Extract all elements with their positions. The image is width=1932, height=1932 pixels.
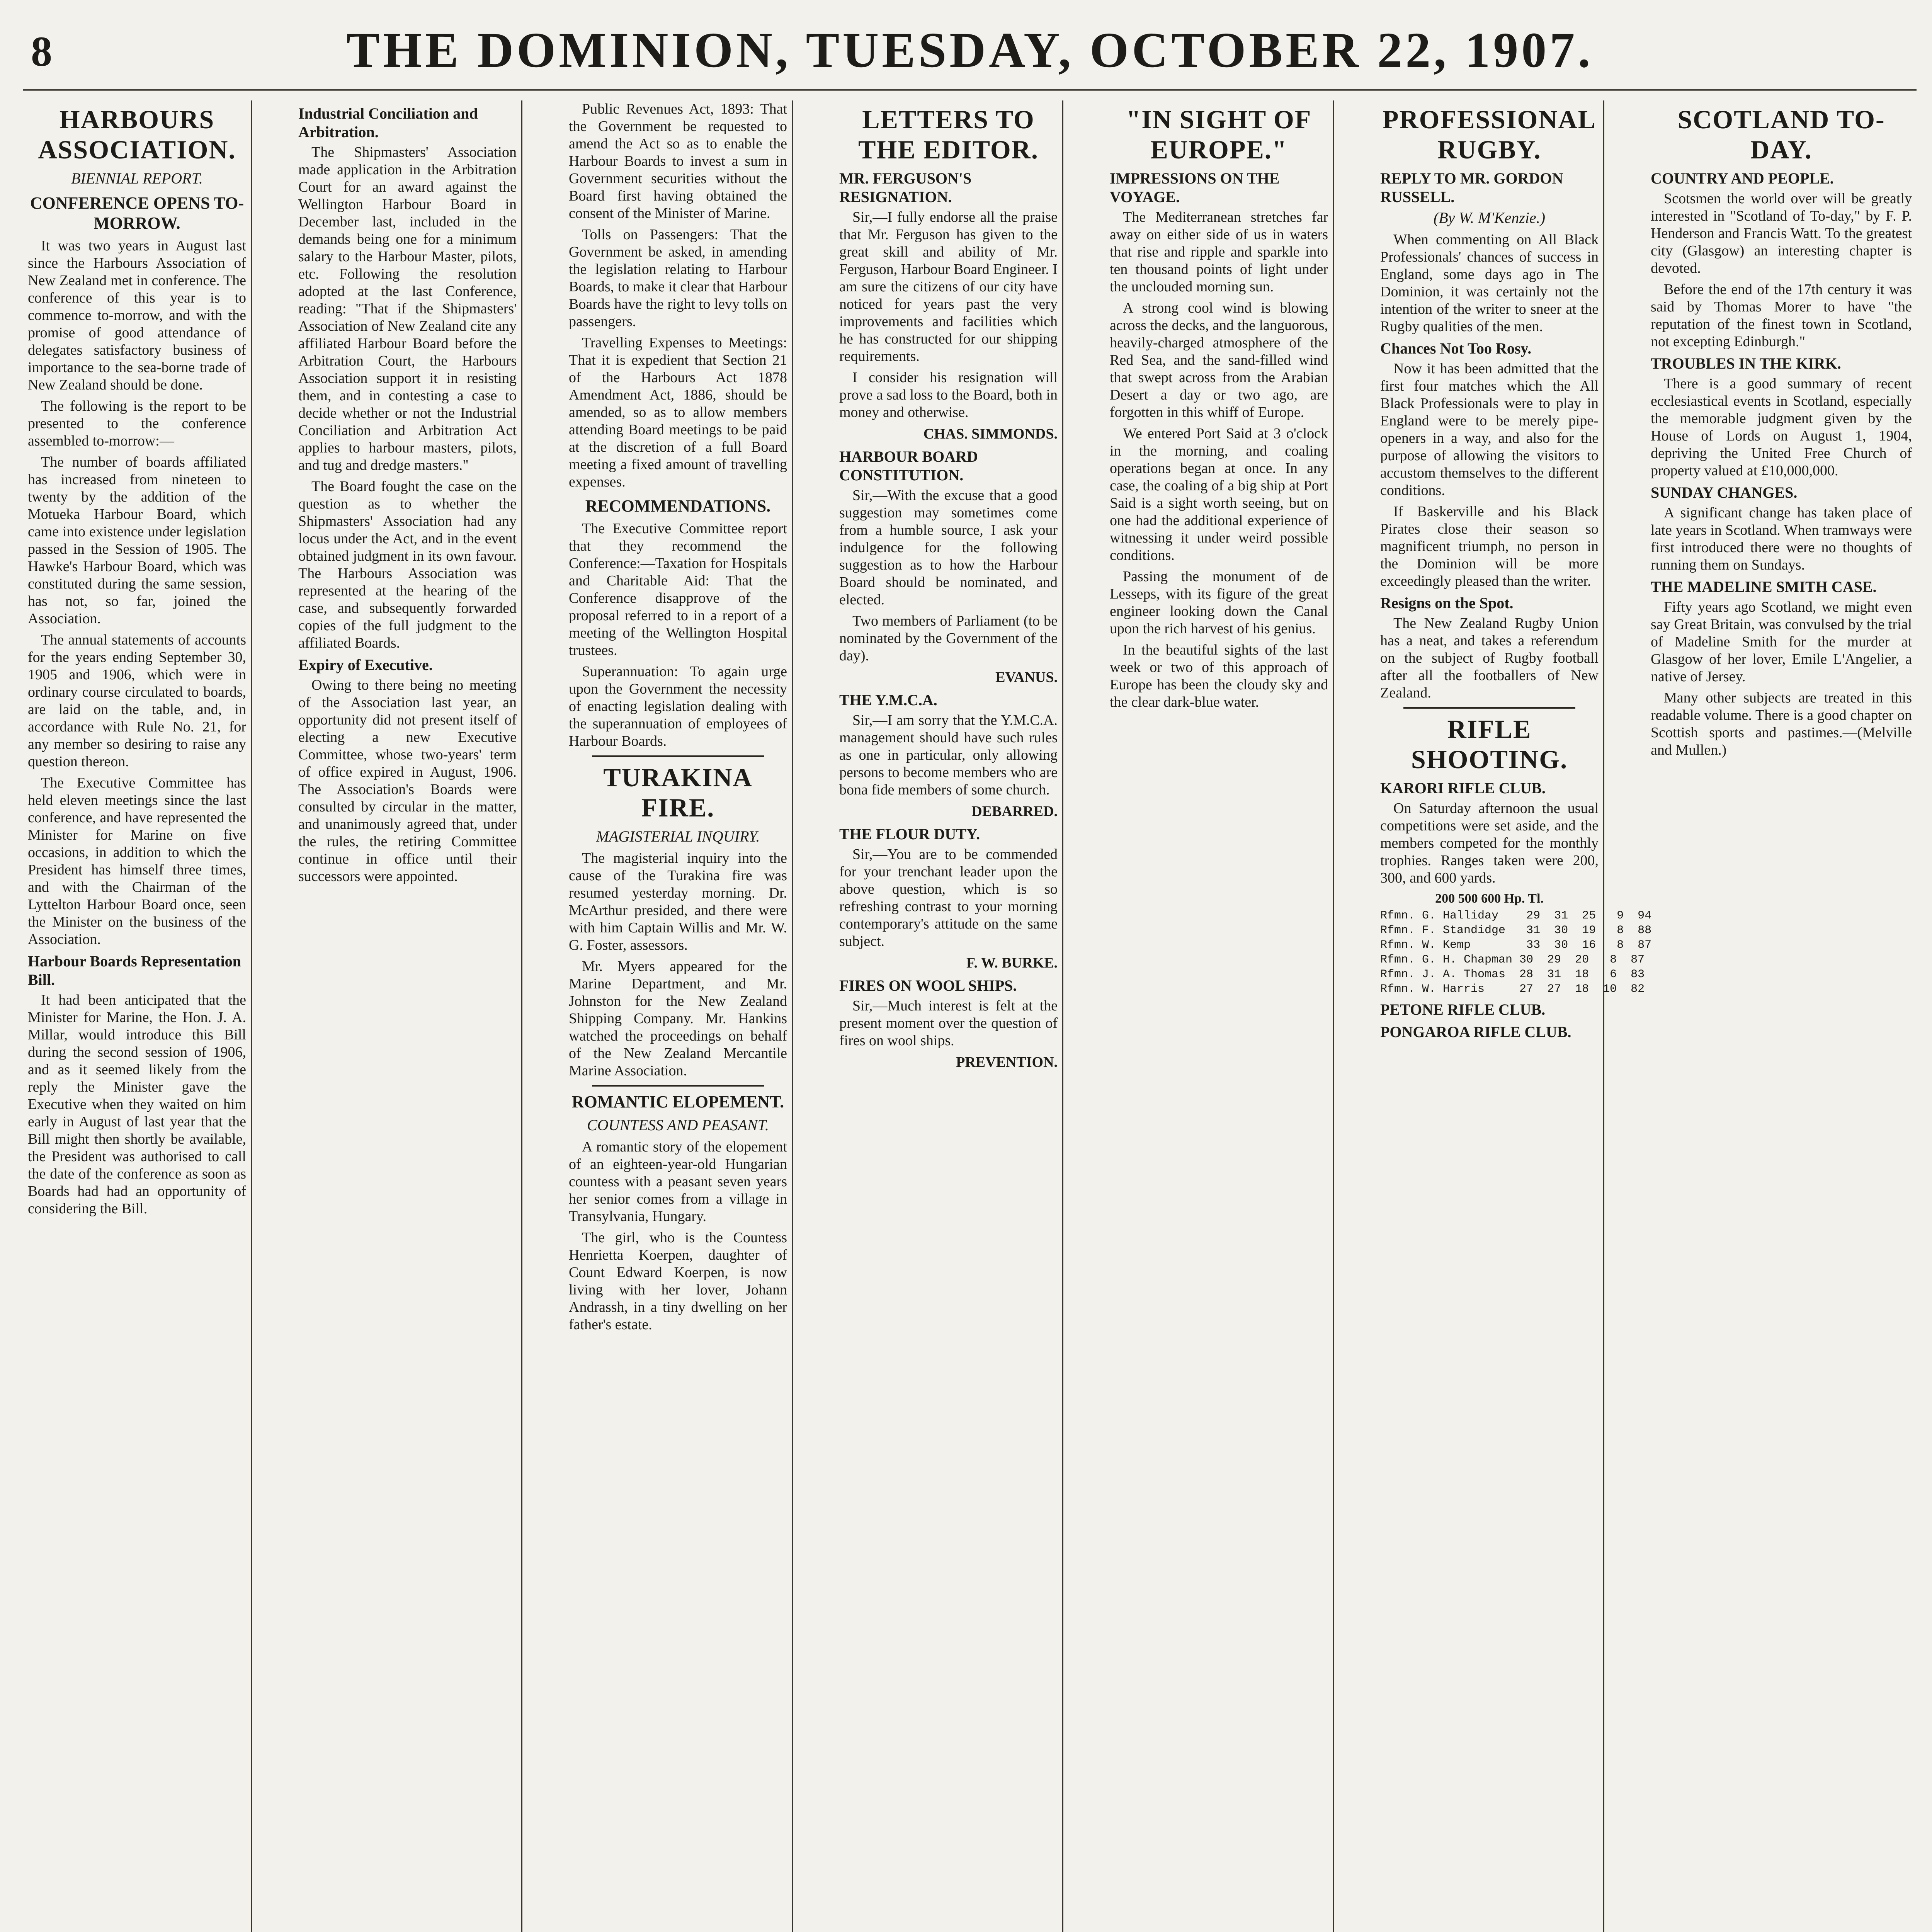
paragraph: Sir,—With the excuse that a good suggestion may sometimes come from a humble source, I ask your indulgence for the following suggestion as to how the Harbour Board should be nominated, and elected.	[839, 487, 1058, 608]
paragraph: We entered Port Said at 3 o'clock in the morning, and coaling operations began at once. In any case, the coaling of a big ship at Port Said is a sight worth seeing, but on one had the additional experience of witnessing it under weird possible conditions.	[1110, 425, 1328, 563]
subheading: KARORI RIFLE CLUB.	[1380, 779, 1546, 797]
article-title: RIFLE SHOOTING.	[1411, 714, 1568, 774]
subheading: FIRES ON WOOL SHIPS.	[839, 977, 1017, 994]
column-6	[1376, 100, 1652, 1932]
paragraph: Tolls on Passengers: That the Government be asked, in amending the legislation relating to Harbour Boards, to make it clear that Harbour Boards have the right to levy tolls on passengers.	[569, 226, 787, 330]
score-row: Rfmn. J. A. Thomas 28 31 18 6 83	[1380, 968, 1645, 981]
paragraph: Superannuation: To again urge upon the Government the necessity of enacting legislation dealing with the superannuation of employees of Harbour Boards.	[569, 663, 787, 749]
column-5	[1105, 100, 1334, 1932]
article-title: PROFESSIONAL RUGBY.	[1383, 105, 1596, 164]
subheading: MR. FERGUSON'S RESIGNATION.	[839, 170, 972, 206]
page-number: 8	[31, 28, 52, 75]
paragraph: A strong cool wind is blowing across the decks, and the languorous, heavily-charged atmosphere of the Red Sea, and the sand-filled wind that swept across from the Arabian Desert a day or two ago, are forgotten in this whiff of Europe.	[1110, 300, 1328, 420]
paragraph: Now it has been admitted that the first four matches which the All Black Professionals were to play in England were to be merely pipe-openers in a way, and also for the purpose of allowing the visitors to accustom themselves to the different conditions.	[1380, 361, 1599, 498]
divider	[592, 755, 764, 757]
score-row: Rfmn. W. Harris 27 27 18 10 82	[1380, 983, 1645, 996]
subheading: Harbour Boards Representation Bill.	[28, 952, 241, 988]
paragraph: When commenting on All Black Professionals' chances of success in England, some days ago in The Dominion, it was certainly not the intention of the writer to sneer at the Rugby qualities of the men.	[1380, 231, 1599, 335]
subheading: HARBOUR BOARD CONSTITUTION.	[839, 448, 978, 484]
paragraph: Scotsmen the world over will be greatly interested in "Scotland of To-day," by F. P. Henderson and Francis Watt. To the greatest city (Glasgow) an interesting chapter is devoted.	[1651, 190, 1912, 276]
paragraph: On Saturday afternoon the usual competitions were set aside, and the members competed for the monthly trophies. Ranges taken were 200, 300, and 600 yards.	[1380, 800, 1599, 886]
paragraph: Two members of Parliament (to be nominated by the Government of the day).	[839, 613, 1058, 664]
paragraph: Mr. Myers appeared for the Marine Department, and Mr. Johnston for the New Zealand Shipping Company. Mr. Hankins watched the proceedings on behalf of the New Zealand Mercantile Marine Association.	[569, 958, 787, 1079]
subheading: IMPRESSIONS ON THE VOYAGE.	[1110, 170, 1280, 206]
paragraph: A significant change has taken place of late years in Scotland. When tramways were first introduced there were no thoughts of running them on Sundays.	[1651, 505, 1912, 573]
article-title: ROMANTIC ELOPEMENT.	[571, 1092, 784, 1111]
paragraph: The girl, who is the Countess Henrietta Koerpen, daughter of Count Edward Koerpen, is now living with her lover, Johann Andrassh, in a tiny dwelling on her father's estate.	[569, 1230, 787, 1333]
subheading: THE MADELINE SMITH CASE.	[1651, 578, 1877, 595]
masthead-title: THE DOMINION, TUESDAY, OCTOBER 22, 1907.	[346, 22, 1594, 78]
article-title: TURAKINA FIRE.	[603, 763, 753, 822]
subheading: Expiry of Executive.	[298, 656, 433, 673]
section-heading: RECOMMENDATIONS.	[585, 497, 771, 515]
paragraph: Public Revenues Act, 1893: That the Government be requested to amend the Act so as to enable the Harbour Boards to invest a sum in Government securities without the Board first having obtained the consent of the Minister of Marine.	[569, 101, 787, 221]
score-row: Rfmn. G. Halliday 29 31 25 9 94	[1380, 909, 1652, 922]
paragraph: Sir,—Much interest is felt at the present moment over the question of fires on wool ships.	[839, 998, 1058, 1049]
signature: DEBARRED.	[971, 803, 1058, 820]
score-row: Rfmn. F. Standidge 31 30 19 8 88	[1380, 924, 1652, 937]
paragraph: The New Zealand Rugby Union has a neat, and takes a referendum on the subject of Rugby football after all the footballers of New Zealand.	[1380, 615, 1599, 701]
paragraph: Sir,—You are to be commended for your trenchant leader upon the above question, which is so refreshing contrast to your morning contemporary's attitude on the same subject.	[839, 846, 1058, 949]
paragraph: There is a good summary of recent ecclesiastical events in Scotland, especially the memorable judgment given by the House of Lords on August 1, 1904, depriving the United Free Church of property valued at £10,000,000.	[1651, 376, 1912, 479]
subheading: THE FLOUR DUTY.	[839, 825, 980, 843]
divider	[1403, 707, 1575, 709]
masthead	[23, 12, 1917, 91]
paragraph: Sir,—I fully endorse all the praise that Mr. Ferguson has given to the great skill and ability of Mr. Ferguson, Harbour Board Engineer. I am sure the citizens of our city have noticed for years past the very improvements and facilities which he has constructed for our shipping requirements.	[839, 209, 1058, 364]
subheading: PETONE RIFLE CLUB.	[1380, 1001, 1546, 1018]
signature: EVANUS.	[995, 669, 1058, 685]
subheading: TROUBLES IN THE KIRK.	[1651, 355, 1841, 372]
paragraph: If Baskerville and his Black Pirates close their season so magnificent triumph, no person in the Dominion will be more exceedingly pleased than the writer.	[1380, 503, 1599, 589]
signature: CHAS. SIMMONDS.	[923, 426, 1058, 442]
column-3	[564, 100, 793, 1932]
paragraph: The Board fought the case on the question as to whether the Shipmasters' Association had any locus under the Act, and in the event obtained judgment in its own favour. The Harbours Association was represented at the hearing of the case, and subsequently forwarded copies of the full judgment to the affiliated Boards.	[298, 478, 517, 651]
subheading: THE Y.M.C.A.	[839, 691, 937, 709]
score-row: Rfmn. W. Kemp 33 30 16 8 87	[1380, 939, 1652, 952]
column-2	[294, 100, 522, 1932]
subheading: REPLY TO MR. GORDON RUSSELL.	[1380, 170, 1563, 206]
subheading: Industrial Conciliation and Arbitration.	[298, 105, 478, 141]
article-title: HARBOURS ASSOCIATION.	[38, 105, 236, 164]
article-title: "IN SIGHT OF EUROPE."	[1126, 105, 1312, 164]
paragraph: The Mediterranean stretches far away on either side of us in waters that rise and ripple and sparkle into ten thousand points of light under the unclouded morning sun.	[1110, 209, 1328, 295]
paragraph: It was two years in August last since the Harbours Association of New Zealand met in conference. The conference of this year is to commence to-morrow, and with the promise of good attendance of delegates satisfactory business of importance to the sea-borne trade of New Zealand should be done.	[28, 238, 246, 393]
subheading: COUNTRY AND PEOPLE.	[1651, 170, 1834, 187]
paragraph: Many other subjects are treated in this readable volume. There is a good chapter on Scottish sports and pastimes.—(Melville and Mullen.)	[1651, 690, 1912, 758]
paragraph: Travelling Expenses to Meetings: That it is expedient that Section 21 of the Harbours Act 1878 Amendment Act, 1886, should be amended, so as to allow members attending Board meetings to be paid at the discretion of a full Board meeting a fixed amount of travelling expenses.	[569, 335, 787, 490]
paragraph: Sir,—I am sorry that the Y.M.C.A. management should have such rules as one in particular, only allowing persons to become members who are bona fide members of some church.	[839, 712, 1058, 798]
column-4	[835, 100, 1063, 1932]
subheading: PONGAROA RIFLE CLUB.	[1380, 1023, 1571, 1041]
paragraph: The number of boards affiliated has increased from nineteen to twenty by the addition of the Motueka Harbour Board, which came into existence under legislation passed in the Session of 1905. The Hawke's Harbour Board, which was constituted during the same session, has not, so far, joined the Association.	[28, 454, 246, 627]
paragraph: Owing to there being no meeting of the Association last year, an opportunity did not present itself of electing a new Executive Committee, whose two-years' term of office expired in August, 1906. The Association's Boards were consulted by circular in the matter, and unanimously agreed that, under the rules, the retiring Committee continue in office until their successors were appointed.	[298, 677, 517, 884]
subheading: Resigns on the Spot.	[1380, 594, 1514, 612]
signature: PREVENTION.	[956, 1054, 1058, 1070]
columns	[23, 100, 1917, 1932]
paragraph: The annual statements of accounts for the years ending September 30, 1905 and 1906, which were in ordinary course circulated to boards, are laid on the table, and, in accordance with Rule No. 21, for any member so desiring to raise any question thereon.	[28, 632, 246, 770]
article-subtitle: BIENNIAL REPORT.	[71, 170, 203, 187]
signature: F. W. BURKE.	[966, 955, 1058, 971]
paragraph: A romantic story of the elopement of an eighteen-year-old Hungarian countess with a peasant seven years her senior comes from a village in Transylvania, Hungary.	[569, 1139, 787, 1225]
scores-header: 200 500 600 Hp. Tl.	[1435, 891, 1544, 906]
column-7	[1646, 100, 1917, 1932]
paragraph: The Executive Committee report that they recommend the Conference:—Taxation for Hospitals and Charitable Aid: That the Conference disapprove of the proposal referred to in a report of a meeting of the Wellington Hospital trustees.	[569, 520, 787, 658]
divider	[592, 1085, 764, 1087]
article-subtitle: COUNTESS AND PEASANT.	[587, 1116, 769, 1134]
paragraph: The Executive Committee has held eleven meetings since the last conference, and have represented the Minister for Marine on five occasions, in addition to which the President has himself three times, and with the Chairman of the Lyttelton Harbour Board once, seen the Minister on the business of the Association.	[28, 775, 246, 947]
paragraph: Before the end of the 17th century it was said by Thomas Morer to have "the reputation of the finest town in Scotland, not excepting Edinburgh."	[1651, 281, 1912, 350]
section-heading: CONFERENCE OPENS TO-MORROW.	[30, 194, 244, 233]
article-title: SCOTLAND TO-DAY.	[1677, 105, 1885, 164]
subheading: SUNDAY CHANGES.	[1651, 484, 1798, 501]
column-1	[23, 100, 252, 1932]
score-row: Rfmn. G. H. Chapman 30 29 20 8 87	[1380, 953, 1645, 966]
paragraph: The magisterial inquiry into the cause of the Turakina fire was resumed yesterday morning. Dr. McArthur presided, and there were with him Captain Willis and Mr. W. G. Foster, assessors.	[569, 850, 787, 953]
article-subtitle: MAGISTERIAL INQUIRY.	[596, 828, 760, 845]
paragraph: The Shipmasters' Association made application in the Arbitration Court for an award against the Wellington Harbour Board in December last, included in the demands being one for a minimum salary to the Harbour Master, pilots, etc. Following the resolution adopted at the last Conference, reading: "That if the Shipmasters' Association of New Zealand cite any affiliated Harbour Board before the Arbitration Court, the Harbours Association support it in resisting them, and in contesting a case to decide whether or not the Industrial Conciliation and Arbitration Act applies to harbour masters, pilots, and tug and dredge masters."	[298, 144, 517, 473]
paragraph: Passing the monument of de Lesseps, with its figure of the great engineer looking down the Canal upon the rich harvest of his genius.	[1110, 568, 1328, 637]
paragraph: The following is the report to be presented to the conference assembled to-morrow:—	[28, 398, 246, 449]
paragraph: I consider his resignation will prove a sad loss to the Board, both in money and otherwise.	[839, 369, 1058, 420]
paragraph: Fifty years ago Scotland, we might even say Great Britain, was convulsed by the trial of Madeline Smith for the murder at Glasgow of her lover, Emile L'Angelier, a native of Jersey.	[1651, 599, 1912, 685]
paragraph: In the beautiful sights of the last week or two of this approach of Europe has been the cloudy sky and the clear dark-blue water.	[1110, 642, 1328, 710]
paragraph: It had been anticipated that the Minister for Marine, the Hon. J. A. Millar, would introduce this Bill during the second session of 1906, and as it seemed likely from the reply the Minister gave the Executive when they waited on him early in August of last year that the Bill might then shortly be available, the President was authorised to call the date of the conference as soon as Boards had had an opportunity of considering the Bill.	[28, 992, 246, 1217]
byline: (By W. M'Kenzie.)	[1433, 209, 1546, 226]
article-title: LETTERS TO THE EDITOR.	[858, 105, 1039, 164]
subheading: Chances Not Too Rosy.	[1380, 340, 1532, 357]
